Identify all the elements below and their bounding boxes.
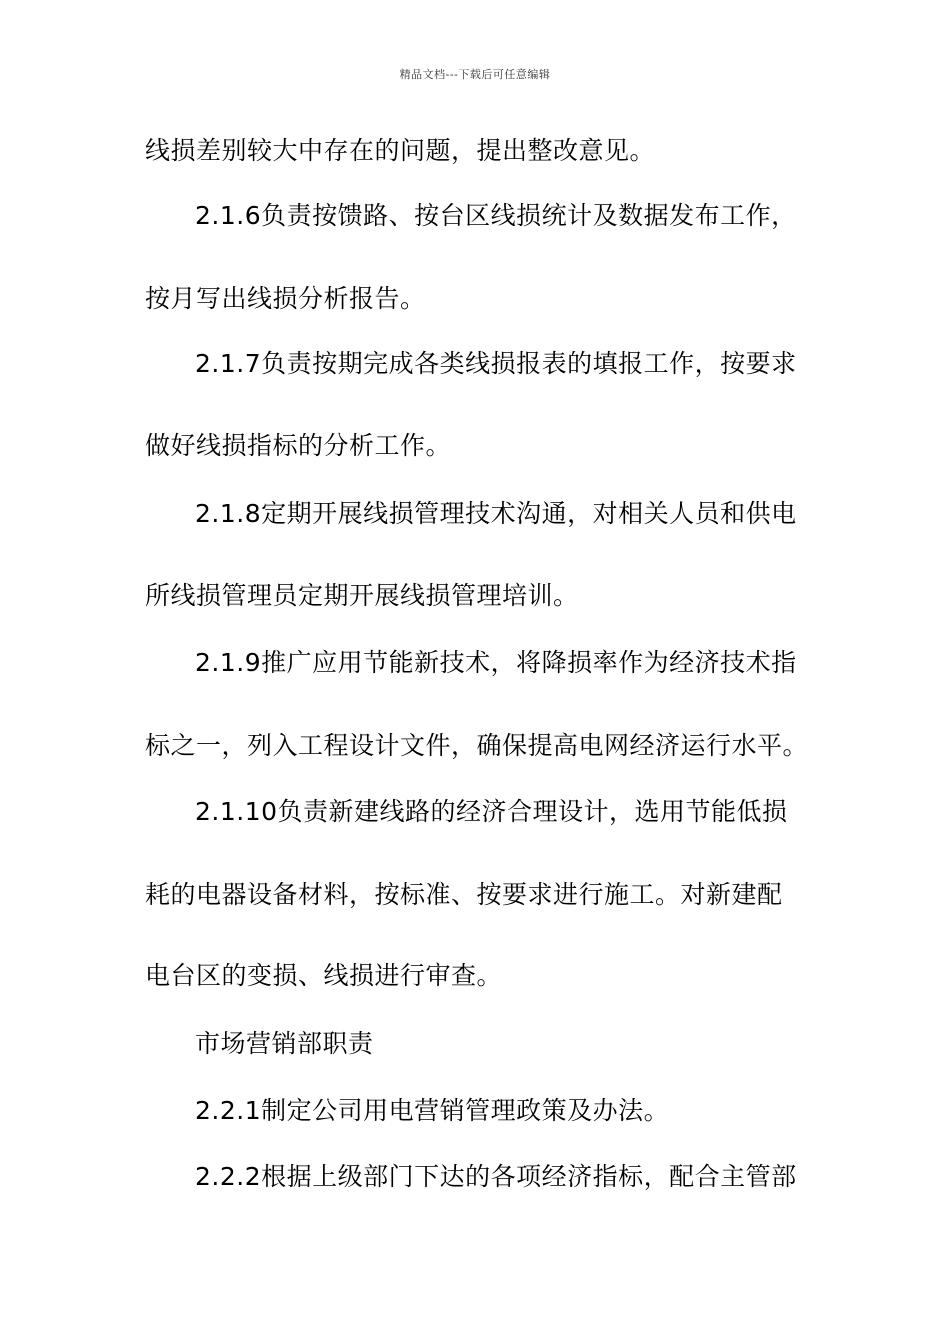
page-header: 精品文档---下载后可任意编辑 bbox=[399, 68, 551, 81]
body-text-line: 做好线损指标的分析工作。 bbox=[145, 431, 452, 460]
clause-2-1-7: 2.1.7负责按期完成各类线损报表的填报工作，按要求 bbox=[195, 349, 797, 378]
body-text-line: 电台区的变损、线损进行审查。 bbox=[145, 961, 503, 990]
section-heading: 市场营销部职责 bbox=[195, 1029, 374, 1058]
body-text-line: 线损差别较大中存在的问题，提出整改意见。 bbox=[145, 136, 656, 165]
body-text-line: 所线损管理员定期开展线损管理培训。 bbox=[145, 581, 579, 610]
body-text-line: 标之一，列入工程设计文件，确保提高电网经济运行水平。 bbox=[145, 731, 809, 760]
clause-2-2-1: 2.2.1制定公司用电营销管理政策及办法。 bbox=[195, 1096, 670, 1125]
clause-2-2-2: 2.2.2根据上级部门下达的各项经济指标，配合主管部 bbox=[195, 1162, 797, 1191]
clause-2-1-6: 2.1.6负责按馈路、按台区线损统计及数据发布工作， bbox=[195, 201, 797, 230]
body-text-line: 耗的电器设备材料，按标准、按要求进行施工。对新建配 bbox=[145, 880, 783, 909]
clause-2-1-10: 2.1.10负责新建线路的经济合理设计，选用节能低损 bbox=[195, 797, 788, 826]
body-text-line: 按月写出线损分析报告。 bbox=[145, 284, 426, 313]
clause-2-1-9: 2.1.9推广应用节能新技术，将降损率作为经济技术指 bbox=[195, 648, 797, 677]
clause-2-1-8: 2.1.8定期开展线损管理技术沟通，对相关人员和供电 bbox=[195, 499, 797, 528]
